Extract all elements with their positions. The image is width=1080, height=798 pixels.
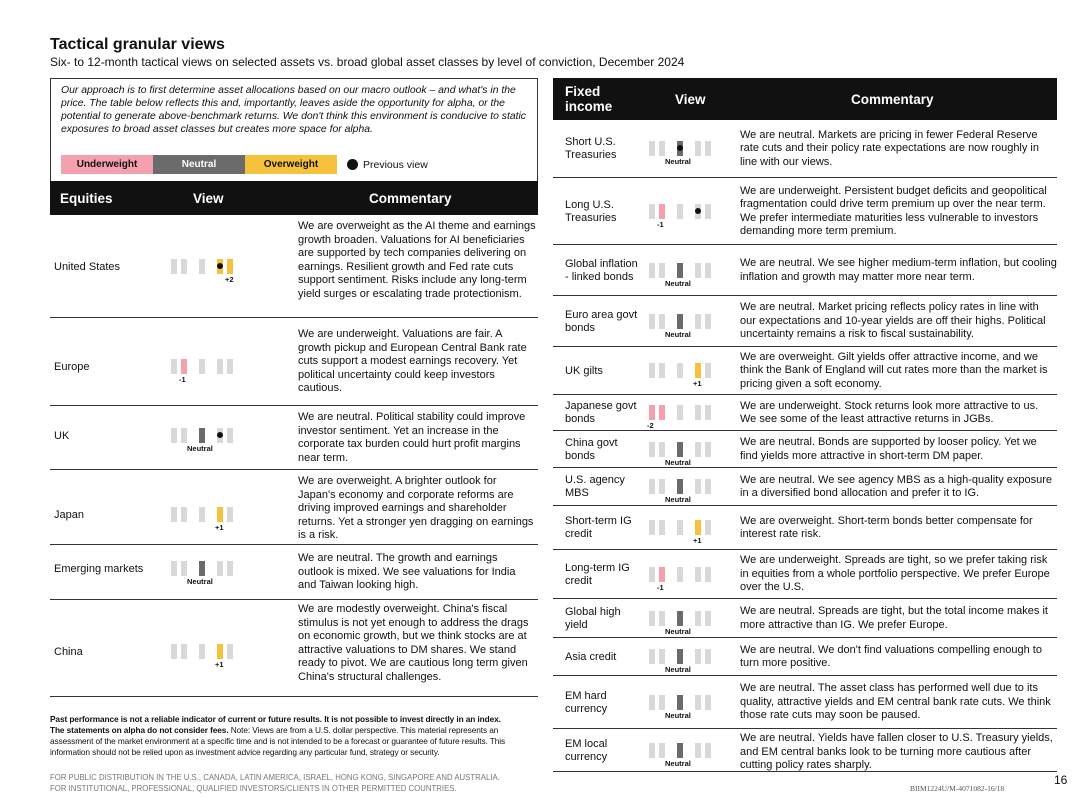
equities-row: [50, 600, 538, 697]
gauge-bar: [705, 479, 711, 494]
gauge-bar: [649, 479, 655, 494]
disclaimer: [50, 714, 542, 758]
view-score-label: +1: [693, 536, 702, 545]
fixed-income-commentary: We are overweight. Short-term bonds better compensate for interest rate risk.: [740, 514, 1033, 540]
fixed-income-view-gauge: [649, 479, 725, 504]
equities-asset-label: United States: [54, 260, 121, 273]
gauge-bar: [181, 359, 187, 374]
gauge-bar: [705, 695, 711, 710]
gauge-bar: [649, 743, 655, 758]
gauge-bar: [705, 141, 711, 156]
gauge-bar: [659, 405, 665, 420]
equities-view-gauge: [171, 428, 247, 453]
gauge-bar: [171, 561, 177, 576]
fixed-income-commentary: We are underweight. Stock returns look more attractive to us. We see some of the least attractive returns in JGBs.: [740, 399, 1039, 425]
fixed-income-commentary: We are neutral. We see agency MBS as a high-quality exposure in a diversified bond allocation and prefer it to IG.: [740, 473, 1053, 499]
equities-commentary: We are modestly overweight. China's fiscal stimulus is not yet enough to address the drags on economic growth, but we think stocks are at attractive valuations to DM shares. We stand ready to pivot. We are cautious long term given China's structural challenges.: [298, 603, 529, 683]
disclaimer-bold-1: Past performance is not a reliable indicator of current or future results. It is not possible to invest directly in an index.: [50, 714, 501, 724]
gauge-bar: [705, 363, 711, 378]
gauge-bar: [677, 611, 683, 626]
equities-row: [50, 470, 538, 545]
gauge-bar: [695, 567, 701, 582]
gauge-bar: [199, 644, 205, 659]
gauge-bar: [199, 259, 205, 274]
gauge-bar: [677, 743, 683, 758]
equities-row: [50, 318, 538, 406]
equities-row: [50, 406, 538, 470]
equities-row: [50, 545, 538, 600]
fixed-income-row: [553, 431, 1057, 468]
view-legend: [61, 155, 428, 174]
fixed-income-commentary: We are overweight. Gilt yields offer attractive income, and we think the Bank of England will cut rates more than the market is pricing given a soft economy.: [740, 350, 1048, 390]
fixed-income-asset-label: China govt bonds: [565, 436, 618, 462]
gauge-bar: [659, 141, 665, 156]
fixed-income-asset-label: Short-term IG credit: [565, 515, 632, 540]
fixed-income-asset-label: UK gilts: [565, 364, 603, 377]
legend-previous-view: [347, 159, 428, 171]
gauge-bar: [649, 363, 655, 378]
previous-view-dot-icon: [695, 208, 701, 214]
fixed-income-table-header: [553, 78, 1057, 120]
fixed-income-asset-label: Long-term IG credit: [565, 561, 630, 587]
gauge-bar: [705, 649, 711, 664]
fixed-income-view-gauge: [649, 204, 725, 229]
view-score-label: Neutral: [665, 626, 691, 636]
gauge-bar: [227, 507, 233, 522]
gauge-bar: [217, 644, 223, 659]
gauge-bar: [705, 442, 711, 457]
equities-header-asset: Equities: [60, 191, 113, 206]
gauge-bar: [181, 259, 187, 274]
fixed-income-commentary: We are underweight. Spreads are tight, so we prefer taking risk in equities from a whole portfolio perspective. We prefer Europe over the U.S.: [740, 554, 1050, 593]
view-score-label: Neutral: [665, 157, 691, 166]
disclaimer-text: Note: Views are from a U.S. dollar perspective. This material represents an assessment of the market environment at a specific time and is not intended to be a forecast or guarantee of future results. This information should not be relied upon as investment advice regarding any particular fund, strategy or security.: [50, 725, 506, 757]
equities-row: [50, 215, 538, 318]
view-score-label: +2: [225, 275, 234, 284]
gauge-bar: [695, 442, 701, 457]
fixed-income-asset-label: EM hard currency: [565, 689, 608, 715]
gauge-bar: [677, 695, 683, 710]
intro-text: Our approach is to first determine asset allocations based on our macro outlook – and what's in the price. The table below reflects this and, importantly, leaves aside the opportunity for alpha, or the potential to generate above-benchmark returns. We don't think this environment is conducive to static exposures to broad asset classes but creates more space for alpha.: [61, 85, 527, 135]
view-score-label: Neutral: [665, 457, 691, 467]
fixed-income-commentary: We are neutral. Yields have fallen closer to U.S. Treasury yields, and EM central banks look to be turning more cautious after cutting policy rates sharply.: [740, 732, 1053, 771]
fixed-income-asset-label: Asia credit: [565, 650, 617, 663]
intro-box: [50, 78, 538, 184]
fixed-income-view-gauge: [649, 363, 725, 388]
gauge-bar: [677, 442, 683, 457]
equities-commentary: We are overweight as the AI theme and earnings growth broaden. Valuations for AI beneficiaries are supported by tech companies delivering on earnings. Resilient growth and Fed rate cuts support sentiment. Risks include any long-term yield surges or escalating trade protectionism.: [298, 220, 536, 300]
fixed-income-header-view: View: [675, 92, 706, 107]
view-score-label: -1: [657, 582, 664, 592]
fixed-income-commentary: We are neutral. The asset class has performed well due to its quality, attractive yields and EM central bank rate cuts. We think those rate cuts may soon be paused.: [740, 682, 1051, 721]
fixed-income-row: [553, 347, 1057, 395]
gauge-bar: [705, 405, 711, 420]
footer-distribution: [50, 772, 500, 794]
equities-view-gauge: [171, 561, 247, 586]
gauge-bar: [695, 479, 701, 494]
gauge-bar: [199, 428, 205, 443]
gauge-bar: [199, 507, 205, 522]
fixed-income-row: [553, 599, 1057, 638]
view-score-label: +1: [215, 523, 224, 532]
legend-overweight: Overweight: [245, 155, 337, 174]
legend-neutral: Neutral: [153, 155, 245, 174]
view-score-label: -2: [647, 421, 654, 430]
gauge-bar: [695, 520, 701, 535]
fixed-income-row: [553, 638, 1057, 676]
gauge-bar: [677, 363, 683, 378]
document-code: BIIM1224U/M-4071082-16/18: [910, 784, 1005, 793]
fixed-income-asset-label: Global high yield: [565, 605, 621, 631]
fixed-income-row: [553, 178, 1057, 245]
gauge-bar: [677, 520, 683, 535]
equities-asset-label: Japan: [54, 508, 84, 521]
gauge-bar: [695, 649, 701, 664]
gauge-bar: [659, 479, 665, 494]
gauge-bar: [171, 259, 177, 274]
fixed-income-view-gauge: [649, 520, 725, 545]
gauge-bar: [217, 561, 223, 576]
fixed-income-view-gauge: [649, 611, 725, 636]
gauge-bar: [695, 263, 701, 278]
gauge-bar: [659, 314, 665, 329]
gauge-bar: [705, 204, 711, 219]
view-score-label: Neutral: [187, 444, 213, 453]
gauge-bar: [227, 428, 233, 443]
equities-asset-label: China: [54, 645, 83, 658]
view-score-label: Neutral: [665, 495, 691, 504]
equities-view-gauge: [171, 359, 247, 384]
view-score-label: -1: [179, 375, 186, 384]
gauge-bar: [649, 611, 655, 626]
previous-view-dot-icon: [217, 432, 223, 438]
fixed-income-view-gauge: [649, 567, 725, 592]
fixed-income-row: [553, 120, 1057, 178]
fixed-income-view-gauge: [649, 649, 725, 674]
gauge-bar: [705, 314, 711, 329]
gauge-bar: [171, 507, 177, 522]
fixed-income-asset-label: Long U.S. Treasuries: [565, 198, 617, 224]
fixed-income-commentary: We are neutral. Markets are pricing in fewer Federal Reserve rate cuts and their policy rate expectations are now roughly in line with our views.: [740, 128, 1039, 168]
view-score-label: +1: [215, 660, 224, 669]
gauge-bar: [649, 204, 655, 219]
gauge-bar: [659, 204, 665, 219]
equities-header-view: View: [193, 191, 224, 206]
gauge-bar: [181, 561, 187, 576]
equities-commentary: We are neutral. The growth and earnings outlook is mixed. We see valuations for India and Taiwan looking high.: [298, 552, 516, 591]
gauge-bar: [649, 263, 655, 278]
gauge-bar: [181, 428, 187, 443]
gauge-bar: [199, 359, 205, 374]
gauge-bar: [705, 611, 711, 626]
previous-view-dot-icon: [217, 263, 223, 269]
view-score-label: Neutral: [665, 758, 691, 768]
legend-underweight: Underweight: [61, 155, 153, 174]
fixed-income-view-gauge: [649, 263, 725, 288]
gauge-bar: [695, 141, 701, 156]
fixed-income-commentary: We are neutral. We see higher medium-term inflation, but cooling inflation and growth may matter more near term.: [740, 257, 1057, 283]
gauge-bar: [695, 743, 701, 758]
gauge-bar: [199, 561, 205, 576]
view-score-label: Neutral: [665, 329, 691, 339]
footer-line-2: FOR INSTITUTIONAL, PROFESSIONAL, QUALIFIED INVESTORS/CLIENTS IN OTHER PERMITTED COUNTRIES.: [50, 784, 457, 793]
gauge-bar: [659, 743, 665, 758]
gauge-bar: [649, 520, 655, 535]
gauge-bar: [171, 428, 177, 443]
equities-view-gauge: [171, 644, 247, 669]
page-number: 16: [1054, 773, 1068, 787]
fixed-income-header-asset: Fixed income: [565, 84, 613, 114]
gauge-bar: [677, 479, 683, 494]
gauge-bar: [677, 204, 683, 219]
gauge-bar: [659, 567, 665, 582]
fixed-income-asset-label: Global inflation - linked bonds: [565, 257, 638, 283]
equities-asset-label: Emerging markets: [54, 562, 144, 575]
gauge-bar: [227, 644, 233, 659]
fixed-income-view-gauge: [649, 743, 725, 768]
equities-view-gauge: [171, 259, 247, 284]
equities-header-commentary: Commentary: [369, 191, 452, 206]
gauge-bar: [705, 743, 711, 758]
fixed-income-row: [553, 296, 1057, 347]
fixed-income-view-gauge: [649, 442, 725, 467]
gauge-bar: [227, 561, 233, 576]
gauge-bar: [649, 141, 655, 156]
fixed-income-commentary: We are underweight. Persistent budget deficits and geopolitical fragmentation could drive term premium up over the near term. We prefer intermediate maturities less vulnerable to investors demanding more term premium.: [740, 184, 1047, 237]
gauge-bar: [677, 567, 683, 582]
fixed-income-row: [553, 729, 1057, 772]
fixed-income-asset-label: Japanese govt bonds: [565, 400, 637, 425]
gauge-bar: [695, 405, 701, 420]
page-title: Tactical granular views: [50, 36, 225, 53]
equities-asset-label: UK: [54, 429, 70, 442]
fixed-income-asset-label: Euro area govt bonds: [565, 308, 638, 334]
gauge-bar: [659, 695, 665, 710]
gauge-bar: [695, 363, 701, 378]
fixed-income-asset-label: EM local currency: [565, 737, 608, 763]
gauge-bar: [659, 611, 665, 626]
gauge-bar: [659, 263, 665, 278]
equities-commentary: We are overweight. A brighter outlook for Japan's economy and corporate reforms are driving improved earnings and shareholder returns. Yet a stronger yen dragging on earnings is a risk.: [298, 475, 534, 541]
gauge-bar: [677, 649, 683, 664]
gauge-bar: [227, 259, 233, 274]
gauge-bar: [227, 359, 233, 374]
fixed-income-header-commentary: Commentary: [851, 92, 934, 107]
fixed-income-row: [553, 550, 1057, 599]
legend-previous-label: Previous view: [363, 158, 428, 171]
previous-view-dot-icon: [677, 145, 683, 151]
fixed-income-row: [553, 245, 1057, 296]
gauge-bar: [695, 695, 701, 710]
gauge-bar: [705, 567, 711, 582]
disclaimer-bold-2: The statements on alpha do not consider fees.: [50, 725, 229, 735]
view-score-label: Neutral: [665, 278, 691, 288]
page-subtitle: Six- to 12-month tactical views on selected assets vs. broad global asset classes by level of conviction, December 2024: [50, 55, 685, 69]
gauge-bar: [217, 359, 223, 374]
fixed-income-asset-label: U.S. agency MBS: [565, 474, 625, 499]
gauge-bar: [695, 314, 701, 329]
fixed-income-row: [553, 395, 1057, 431]
gauge-bar: [659, 649, 665, 664]
equities-commentary: We are neutral. Political stability could improve investor sentiment. Yet an increase in the corporate tax burden could hurt profit margins near term.: [298, 411, 526, 464]
gauge-bar: [705, 263, 711, 278]
gauge-bar: [677, 263, 683, 278]
gauge-bar: [649, 442, 655, 457]
footer-line-1: FOR PUBLIC DISTRIBUTION IN THE U.S., CANADA, LATIN AMERICA, ISRAEL, HONG KONG, SINGAPORE AND AUSTRALIA.: [50, 773, 500, 782]
gauge-bar: [649, 695, 655, 710]
gauge-bar: [659, 520, 665, 535]
gauge-bar: [171, 644, 177, 659]
gauge-bar: [677, 314, 683, 329]
fixed-income-row: [553, 468, 1057, 506]
view-score-label: -1: [657, 219, 664, 229]
fixed-income-row: [553, 676, 1057, 729]
equities-asset-label: Europe: [54, 360, 90, 373]
gauge-bar: [659, 363, 665, 378]
gauge-bar: [171, 359, 177, 374]
view-score-label: Neutral: [187, 577, 213, 586]
gauge-bar: [649, 405, 655, 420]
gauge-bar: [677, 405, 683, 420]
gauge-bar: [649, 649, 655, 664]
fixed-income-row: [553, 506, 1057, 550]
previous-view-dot-icon: [347, 159, 358, 170]
equities-commentary: We are underweight. Valuations are fair. A growth pickup and European Central Bank rate cuts support a modest earnings recovery. Yet political uncertainty could keep investors cautious.: [298, 328, 527, 394]
gauge-bar: [695, 611, 701, 626]
gauge-bar: [217, 507, 223, 522]
gauge-bar: [659, 442, 665, 457]
gauge-bar: [705, 520, 711, 535]
fixed-income-view-gauge: [649, 141, 725, 166]
fixed-income-commentary: We are neutral. Market pricing reflects policy rates in line with our expectations and 10-year yields are off their highs. Political uncertainty remains a risk to fiscal sustainability.: [740, 301, 1046, 340]
view-score-label: +1: [693, 379, 702, 388]
gauge-bar: [181, 644, 187, 659]
view-score-label: Neutral: [665, 710, 691, 720]
fixed-income-view-gauge: [649, 314, 725, 339]
fixed-income-asset-label: Short U.S. Treasuries: [565, 136, 617, 161]
gauge-bar: [649, 314, 655, 329]
fixed-income-commentary: We are neutral. We don't find valuations compelling enough to turn more positive.: [740, 643, 1042, 669]
equities-table-header: [50, 181, 538, 215]
view-score-label: Neutral: [665, 665, 691, 674]
gauge-bar: [181, 507, 187, 522]
fixed-income-view-gauge: [647, 405, 725, 430]
fixed-income-view-gauge: [649, 695, 725, 720]
fixed-income-commentary: We are neutral. Bonds are supported by looser policy. Yet we find yields more attractive in short-term DM paper.: [740, 436, 1037, 462]
gauge-bar: [649, 567, 655, 582]
equities-view-gauge: [171, 507, 247, 532]
fixed-income-commentary: We are neutral. Spreads are tight, but the total income makes it more attractive than IG. We prefer Europe.: [740, 605, 1048, 631]
